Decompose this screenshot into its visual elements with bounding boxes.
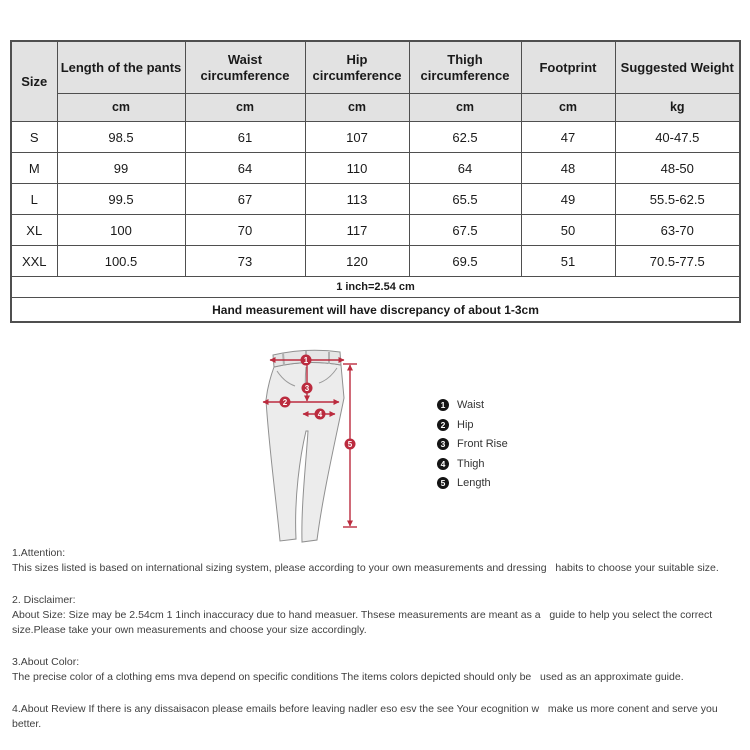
disclaimer-title: 2. Disclaimer: [12,594,76,606]
legend-1-badge-icon: 1 [437,399,449,411]
cell-footprint: 48 [521,153,615,184]
cell-footprint: 47 [521,122,615,153]
cell-footprint: 50 [521,215,615,246]
header-length: Length of the pants [57,41,185,94]
cell-waist: 67 [185,184,305,215]
legend-label: Hip [457,418,474,431]
cell-weight: 63-70 [615,215,740,246]
callout-1-number: 1 [303,355,309,365]
legend-item-length [437,477,508,490]
header-size: Size [11,41,57,122]
cell-weight: 70.5-77.5 [615,246,740,277]
unit-length: cm [57,94,185,122]
table-row-s [11,122,740,153]
cell-length: 99.5 [57,184,185,215]
cell-length: 100 [57,215,185,246]
table-row-xxl [11,246,740,277]
legend-item-thigh [437,458,508,471]
cell-thigh: 69.5 [409,246,521,277]
cell-length: 100.5 [57,246,185,277]
legend-item-hip [437,419,508,432]
footnotes-section [12,546,745,732]
cell-size: S [11,122,57,153]
callout-4-number: 4 [317,409,323,419]
callout-3-number: 3 [304,383,310,393]
cell-size: L [11,184,57,215]
header-waist: Waist circumference [185,41,305,94]
cell-waist: 70 [185,215,305,246]
legend-2-badge-icon: 2 [437,419,449,431]
cell-hip: 110 [305,153,409,184]
cell-thigh: 67.5 [409,215,521,246]
callout-2-number: 2 [282,397,288,407]
cell-waist: 73 [185,246,305,277]
size-chart-table [10,40,741,323]
attention-body: This sizes listed is based on international sizing system, please according to your own measurements and dressing habits to choose your suitable size. [12,562,719,574]
cell-hip: 117 [305,215,409,246]
header-row [11,41,740,94]
legend-label: Thigh [457,457,485,470]
cell-weight: 48-50 [615,153,740,184]
legend-label: Front Rise [457,438,508,451]
cell-thigh: 65.5 [409,184,521,215]
diagram-legend [437,399,508,490]
cell-hip: 120 [305,246,409,277]
header-hip: Hip circumference [305,41,409,94]
legend-item-waist [437,399,508,412]
about-review-body: 4.About Review If there is any dissaisacon please emails before leaving nadler eso esv the see Your ecognition w make us more conent and serve you better. [12,703,721,730]
cell-length: 98.5 [57,122,185,153]
note-hand-measurement: Hand measurement will have discrepancy of about 1-3cm [11,298,740,323]
legend-3-badge-icon: 3 [437,438,449,450]
cell-thigh: 62.5 [409,122,521,153]
cell-size: M [11,153,57,184]
unit-weight: kg [615,94,740,122]
table-row-m [11,153,740,184]
table-row-xl [11,215,740,246]
unit-hip: cm [305,94,409,122]
cell-waist: 64 [185,153,305,184]
cell-thigh: 64 [409,153,521,184]
pants-outline [266,350,344,542]
cell-hip: 113 [305,184,409,215]
attention-title: 1.Attention: [12,547,66,559]
unit-footprint: cm [521,94,615,122]
cell-footprint: 51 [521,246,615,277]
cell-waist: 61 [185,122,305,153]
note-hand-row [11,298,740,323]
legend-label: Waist [457,399,485,412]
legend-item-front-rise [437,438,508,451]
unit-thigh: cm [409,94,521,122]
cell-length: 99 [57,153,185,184]
cell-size: XXL [11,246,57,277]
legend-5-badge-icon: 5 [437,477,449,489]
cell-footprint: 49 [521,184,615,215]
disclaimer-body: About Size: Size may be 2.54cm 1 1inch inaccuracy due to hand measuer. Thsese measurements are meant as a guide to help you select the correct size.Please take your own measurements and choose your size accordingly. [12,609,716,636]
note-inch-row [11,277,740,298]
note-inch: 1 inch=2.54 cm [11,277,740,298]
header-thigh: Thigh circumference [409,41,521,94]
cell-hip: 107 [305,122,409,153]
callout-5-number: 5 [347,439,353,449]
legend-4-badge-icon: 4 [437,458,449,470]
table-row-l [11,184,740,215]
about-color-title: 3.About Color: [12,656,80,668]
cell-size: XL [11,215,57,246]
cell-weight: 55.5-62.5 [615,184,740,215]
legend-label: Length [457,477,491,490]
cell-weight: 40-47.5 [615,122,740,153]
unit-waist: cm [185,94,305,122]
about-color-body: The precise color of a clothing ems mva depend on specific conditions The items colors depicted should only be used as an approximate guide. [12,671,684,683]
header-weight: Suggested Weight [615,41,740,94]
header-footprint: Footprint [521,41,615,94]
units-row [11,94,740,122]
